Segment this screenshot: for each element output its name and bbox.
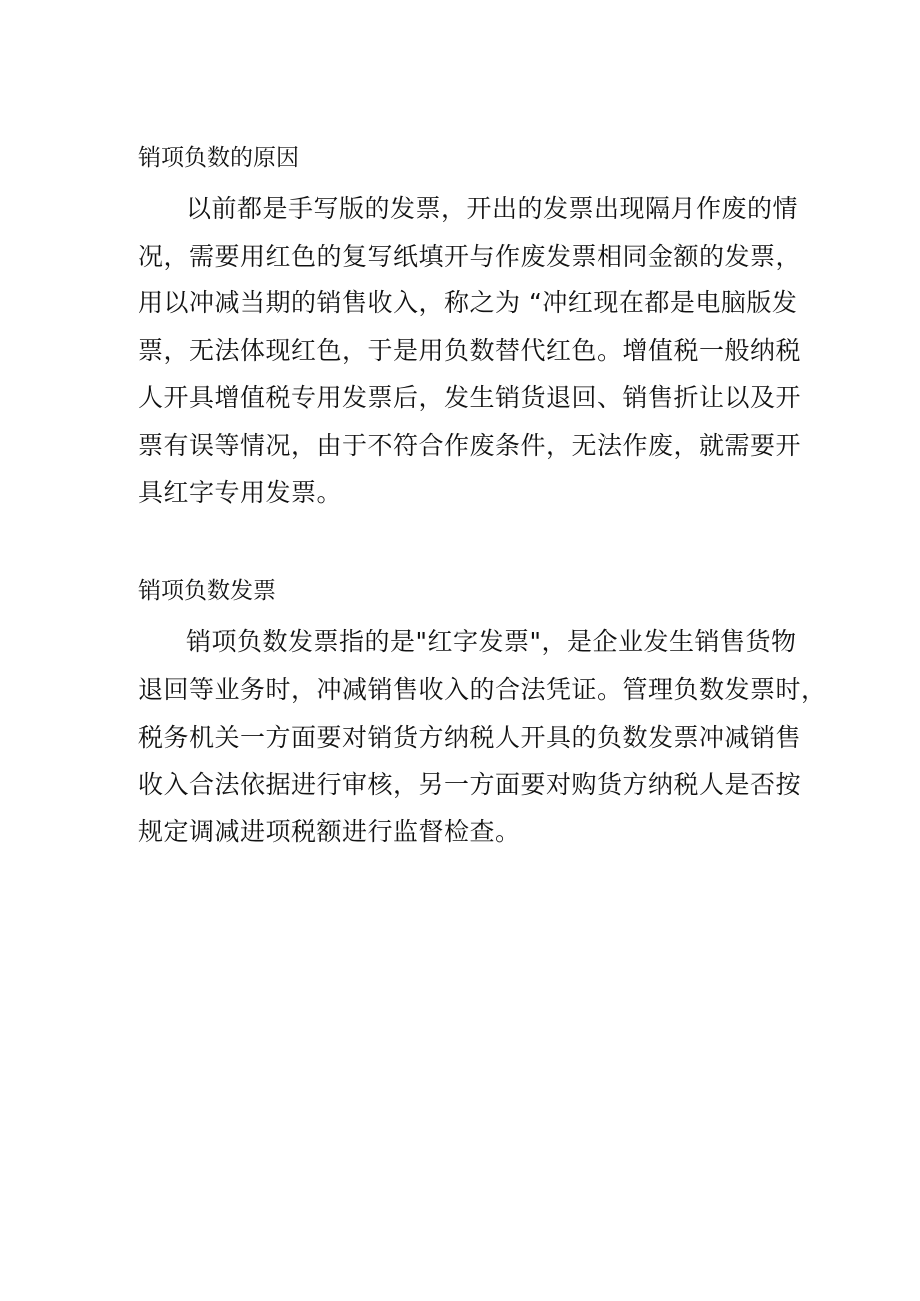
paragraph-2-line-3: 税务机关一方面要对销货方纳税人开具的负数发票冲减销售 (138, 723, 802, 752)
paragraph-1-line-1: 以前都是手写版的发票，开出的发票出现隔月作废的情 (186, 194, 799, 223)
paragraph-2-line-2: 退回等业务时，冲减销售收入的合法凭证。管理负数发票时， (138, 675, 827, 704)
paragraph-1-line-3: 用以冲减当期的销售收入，称之为 “冲红现在都是电脑版发 (138, 288, 798, 317)
paragraph-1-line-6: 票有误等情况，由于不符合作废条件，无法作废，就需要开 (138, 431, 802, 460)
section-heading-1: 销项负数的原因 (138, 145, 299, 171)
paragraph-1-line-4: 票，无法体现红色，于是用负数替代红色。增值税一般纳税 (138, 336, 802, 365)
paragraph-1-line-7: 具红字专用发票。 (138, 478, 343, 507)
paragraph-1-line-2: 况，需要用红色的复写纸填开与作废发票相同金额的发票， (138, 242, 802, 271)
paragraph-2-line-5: 规定调减进项税额进行监督检查。 (138, 817, 521, 846)
section-heading-2: 销项负数发票 (138, 578, 276, 604)
paragraph-1-line-5: 人开具增值税专用发票后，发生销货退回、销售折让以及开 (138, 383, 802, 412)
paragraph-2-line-4: 收入合法依据进行审核，另一方面要对购货方纳税人是否按 (138, 770, 802, 799)
paragraph-2-line-1: 销项负数发票指的是"红字发票"，是企业发生销售货物 (186, 627, 797, 656)
